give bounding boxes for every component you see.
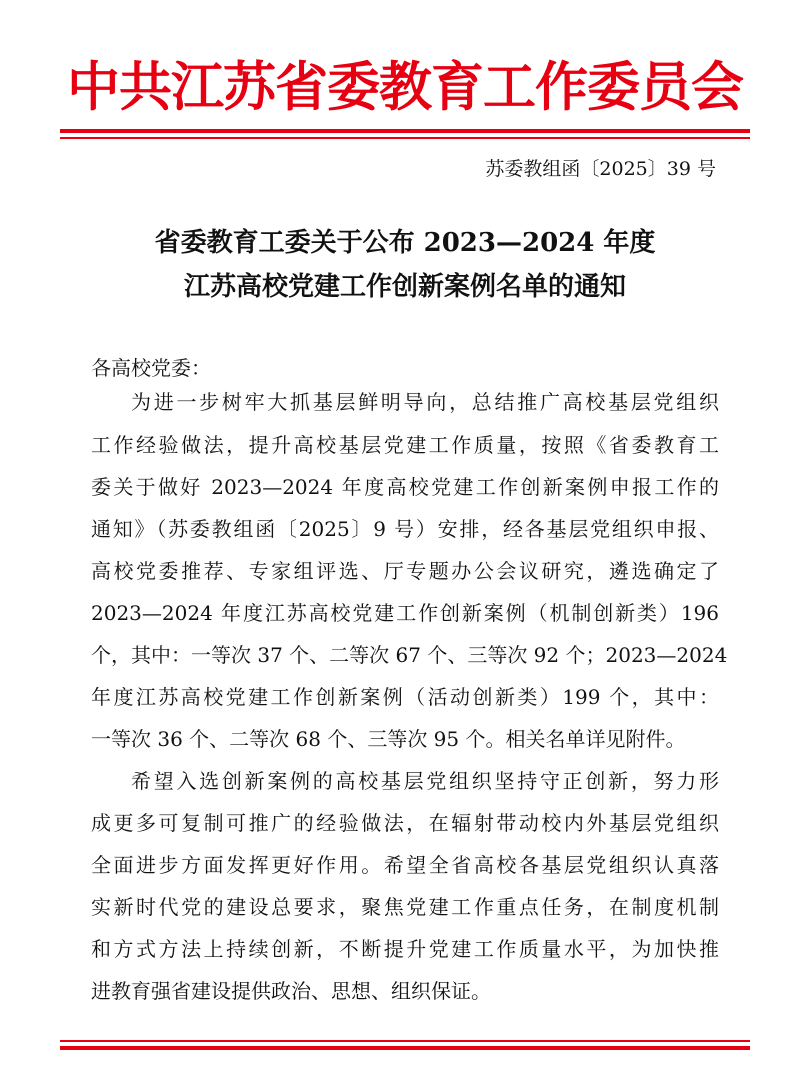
document-title-line-1: 省委教育工委关于公布 2023—2024 年度: [154, 228, 656, 258]
paragraph-1-line: 个，其中：一等次 37 个、二等次 67 个、三等次 92 个；2023—2024: [91, 643, 728, 667]
footer-rule-thick: [60, 1046, 750, 1050]
paragraph-2-line: 希望入选创新案例的高校基层党组织坚持守正创新，努力形: [131, 769, 719, 793]
footer-rule-thin: [60, 1040, 750, 1042]
masthead-rule-thin: [60, 137, 750, 139]
paragraph-1-line: 工作经验做法，提升高校基层党建工作质量，按照《省委教育工: [91, 433, 719, 457]
paragraph-1-line: 通知》（苏委教组函〔2025〕9 号）安排，经各基层党组织申报、: [91, 517, 719, 541]
masthead-organization: 中共江苏省委教育工作委员会: [67, 57, 743, 118]
paragraph-1-line: 委关于做好 2023—2024 年度高校党建工作创新案例申报工作的: [91, 475, 719, 499]
salutation: 各高校党委：: [91, 356, 211, 380]
paragraph-2-line: 实新时代党的建设总要求，聚焦党建工作重点任务，在制度机制: [91, 895, 719, 919]
document-number: 苏委教组函〔2025〕39 号: [485, 158, 716, 180]
paragraph-1-line: 年度江苏高校党建工作创新案例（活动创新类）199 个，其中：: [91, 685, 719, 709]
paragraph-1-line: 为进一步树牢大抓基层鲜明导向，总结推广高校基层党组织: [131, 390, 719, 414]
paragraph-2-line: 进教育强省建设提供政治、思想、组织保证。: [91, 979, 491, 1003]
paragraph-2-line: 和方式方法上持续创新，不断提升党建工作质量水平，为加快推: [91, 937, 719, 961]
paragraph-1-line: 高校党委推荐、专家组评选、厅专题办公会议研究，遴选确定了: [91, 559, 719, 583]
paragraph-1-line: 一等次 36 个、二等次 68 个、三等次 95 个。相关名单详见附件。: [91, 727, 686, 751]
masthead-rule-thick: [60, 129, 750, 133]
paragraph-2-line: 全面进步方面发挥更好作用。希望全省高校各基层党组织认真落: [91, 853, 719, 877]
paragraph-1-line: 2023—2024 年度江苏高校党建工作创新案例（机制创新类）196: [91, 601, 719, 625]
paragraph-2-line: 成更多可复制可推广的经验做法，在辐射带动校内外基层党组织: [91, 811, 719, 835]
document-title-line-2: 江苏高校党建工作创新案例名单的通知: [183, 272, 626, 302]
